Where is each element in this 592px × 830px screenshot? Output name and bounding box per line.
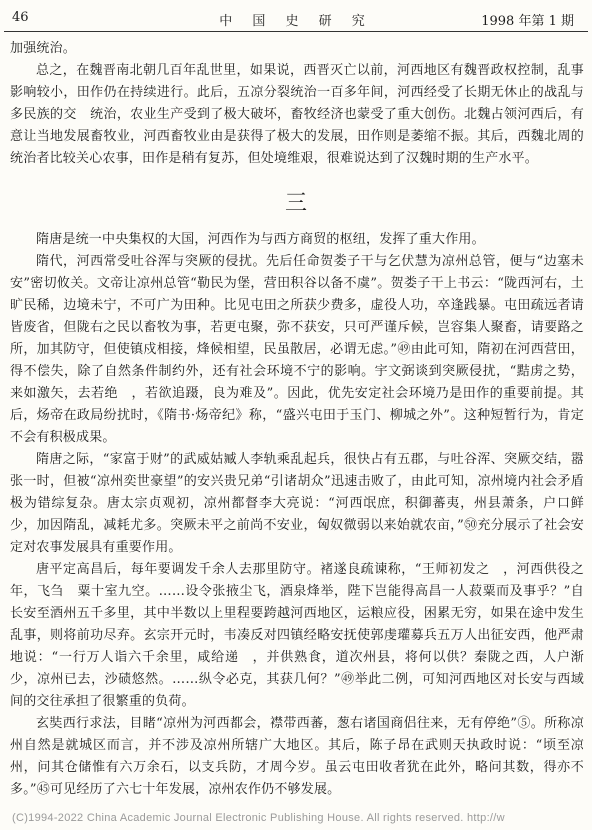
paragraph: 隋代，河西常受吐谷浑与突厥的侵扰。先后任命贺娄子干与乞伏慧为凉州总管，便与“边塞未安”密切攸关。文帝让凉州总管“勒民为堡，营田积谷以备不虞”。贺娄子干上书云：“陇西河右，土旷民稀，边境未宁，不可广为田种。比见屯田之所获少费多，虚役人功，卒逢践暴。屯田疏远者请皆废省，但陇右之民以畜牧为事，若更屯聚，弥不获安，只可严谨斥候，岂容集人聚畜，请要路之所，加其防守，但使镇戍相接，烽候相望，民虽散居，必谓无虑。”㊾由此可知，隋初在河西营田，得不偿失，除了自然条件制约外，还有社会环境不宁的影响。宇文弼谈到突厥侵扰，“黠虏之势，来如激矢，去若绝 ，若欲追蹑，良为难及”。因此，优先安定社会环境乃是田作的重要前提。其后，炀帝在政局纷扰时，《隋书·炀帝纪》称，“盛兴屯田于玉门、柳城之外”。这种短暂行为，肯定不会有积极成果。 [10,254,584,445]
issue-label: 1998 年第 1 期 [481,14,574,29]
section-heading: 三 [284,191,309,216]
paragraph-summary: 总之，在魏晋南北朝几百年乱世里，如果说，西晋灭亡以前，河西地区有魏晋政权控制，乱事影响较小，田作仍在持续进行。此后，五凉分裂统治一百多年间，河西经受了长期无休止的战乱与多民族的交 统治，农业生产受到了极大破坏，畜牧经济也蒙受了重大创伤。北魏占领河西后，有意让当地发展畜牧业，河西畜牧业由是获得了极大的发展，田作则是萎缩不振。其后，西魏北周的统治者比较关心农事，田作是稍有复苏，但处境维艰，很难说达到了汉魏时期的生产水平。 [10,63,584,166]
paragraph: 隋唐是统一中央集权的大国，河西作为与西方商贸的枢纽，发挥了重大作用。 [36,232,485,247]
paragraph-continued: 加强统治。 [10,41,77,56]
paragraph: 隋唐之际，“家富于财”的武威姑臧人李轨乘乱起兵，很快占有五郡，与吐谷浑、突厥交结，嚣张一时，但被“凉州奕世豪望”的安兴贵兄弟“引诸胡众”迅速击败了，由此可知，凉州境内社会矛盾极为错综复杂。唐太宗贞观初，凉州都督李大亮说：“河西氓庶，积御蕃夷，州县萧条，户口鲜少，加因隋乱，减耗尤多。突厥未平之前尚不安业，匈奴微弱以来始就农亩，”㊿充分展示了社会安定对农事发展具有重要作用。 [10,452,584,555]
copyright-footer: (C)1994-2022 China Academic Journal Electronic Publishing House. All rights reserved. http://w [12,812,505,824]
header-rule [4,31,588,32]
paragraph: 唐平定高昌后，每年要调发千余人去那里防守。褚遂良疏谏称，“王师初发之 ，河西供役之年，飞刍 粟十室九空。……设令张掖尘飞，酒泉烽举，陛下岂能得高昌一人菽粟而及事乎？”自长安至酒州五千多里，其中半数以上里程要跨越河西地区，运粮应役，困累无穷，如果在途中发生乱事，则将前功尽弃。玄宗开元时，韦凑反对四镇经略安抚使郭虔瓘募兵五万人出征安西，他严肃地说：“一行万人诣六千余里，咸给递 ，并供熟食，道次州县，将何以供？秦陇之西，人户渐少，凉州已去，沙碛悠然。……纵令必克，其获几何？”㊾举此二例，可知河西地区对长安与西域间的交往承担了很繁重的负荷。 [10,562,584,709]
paragraph: 玄奘西行求法，目睹“凉州为河西都会，襟带西蕃，葱右诸国商侣往来，无有停绝”⑤。所称凉州自然是就城区而言，并不涉及凉州所辖广大地区。其后，陈子昂在武则天执政时说：“顷至凉州，问其仓储惟有六万余石，以支兵防，才周今岁。虽云屯田收者犹在此外，略问其数，得亦不多。”㊺可见经历了六七十年发展，凉州农作仍不够发展。 [10,716,584,797]
article-body [10,38,584,801]
journal-title: 中 国 史 研 究 [219,14,373,29]
page-number: 46 [12,10,29,25]
page-header [0,0,592,32]
